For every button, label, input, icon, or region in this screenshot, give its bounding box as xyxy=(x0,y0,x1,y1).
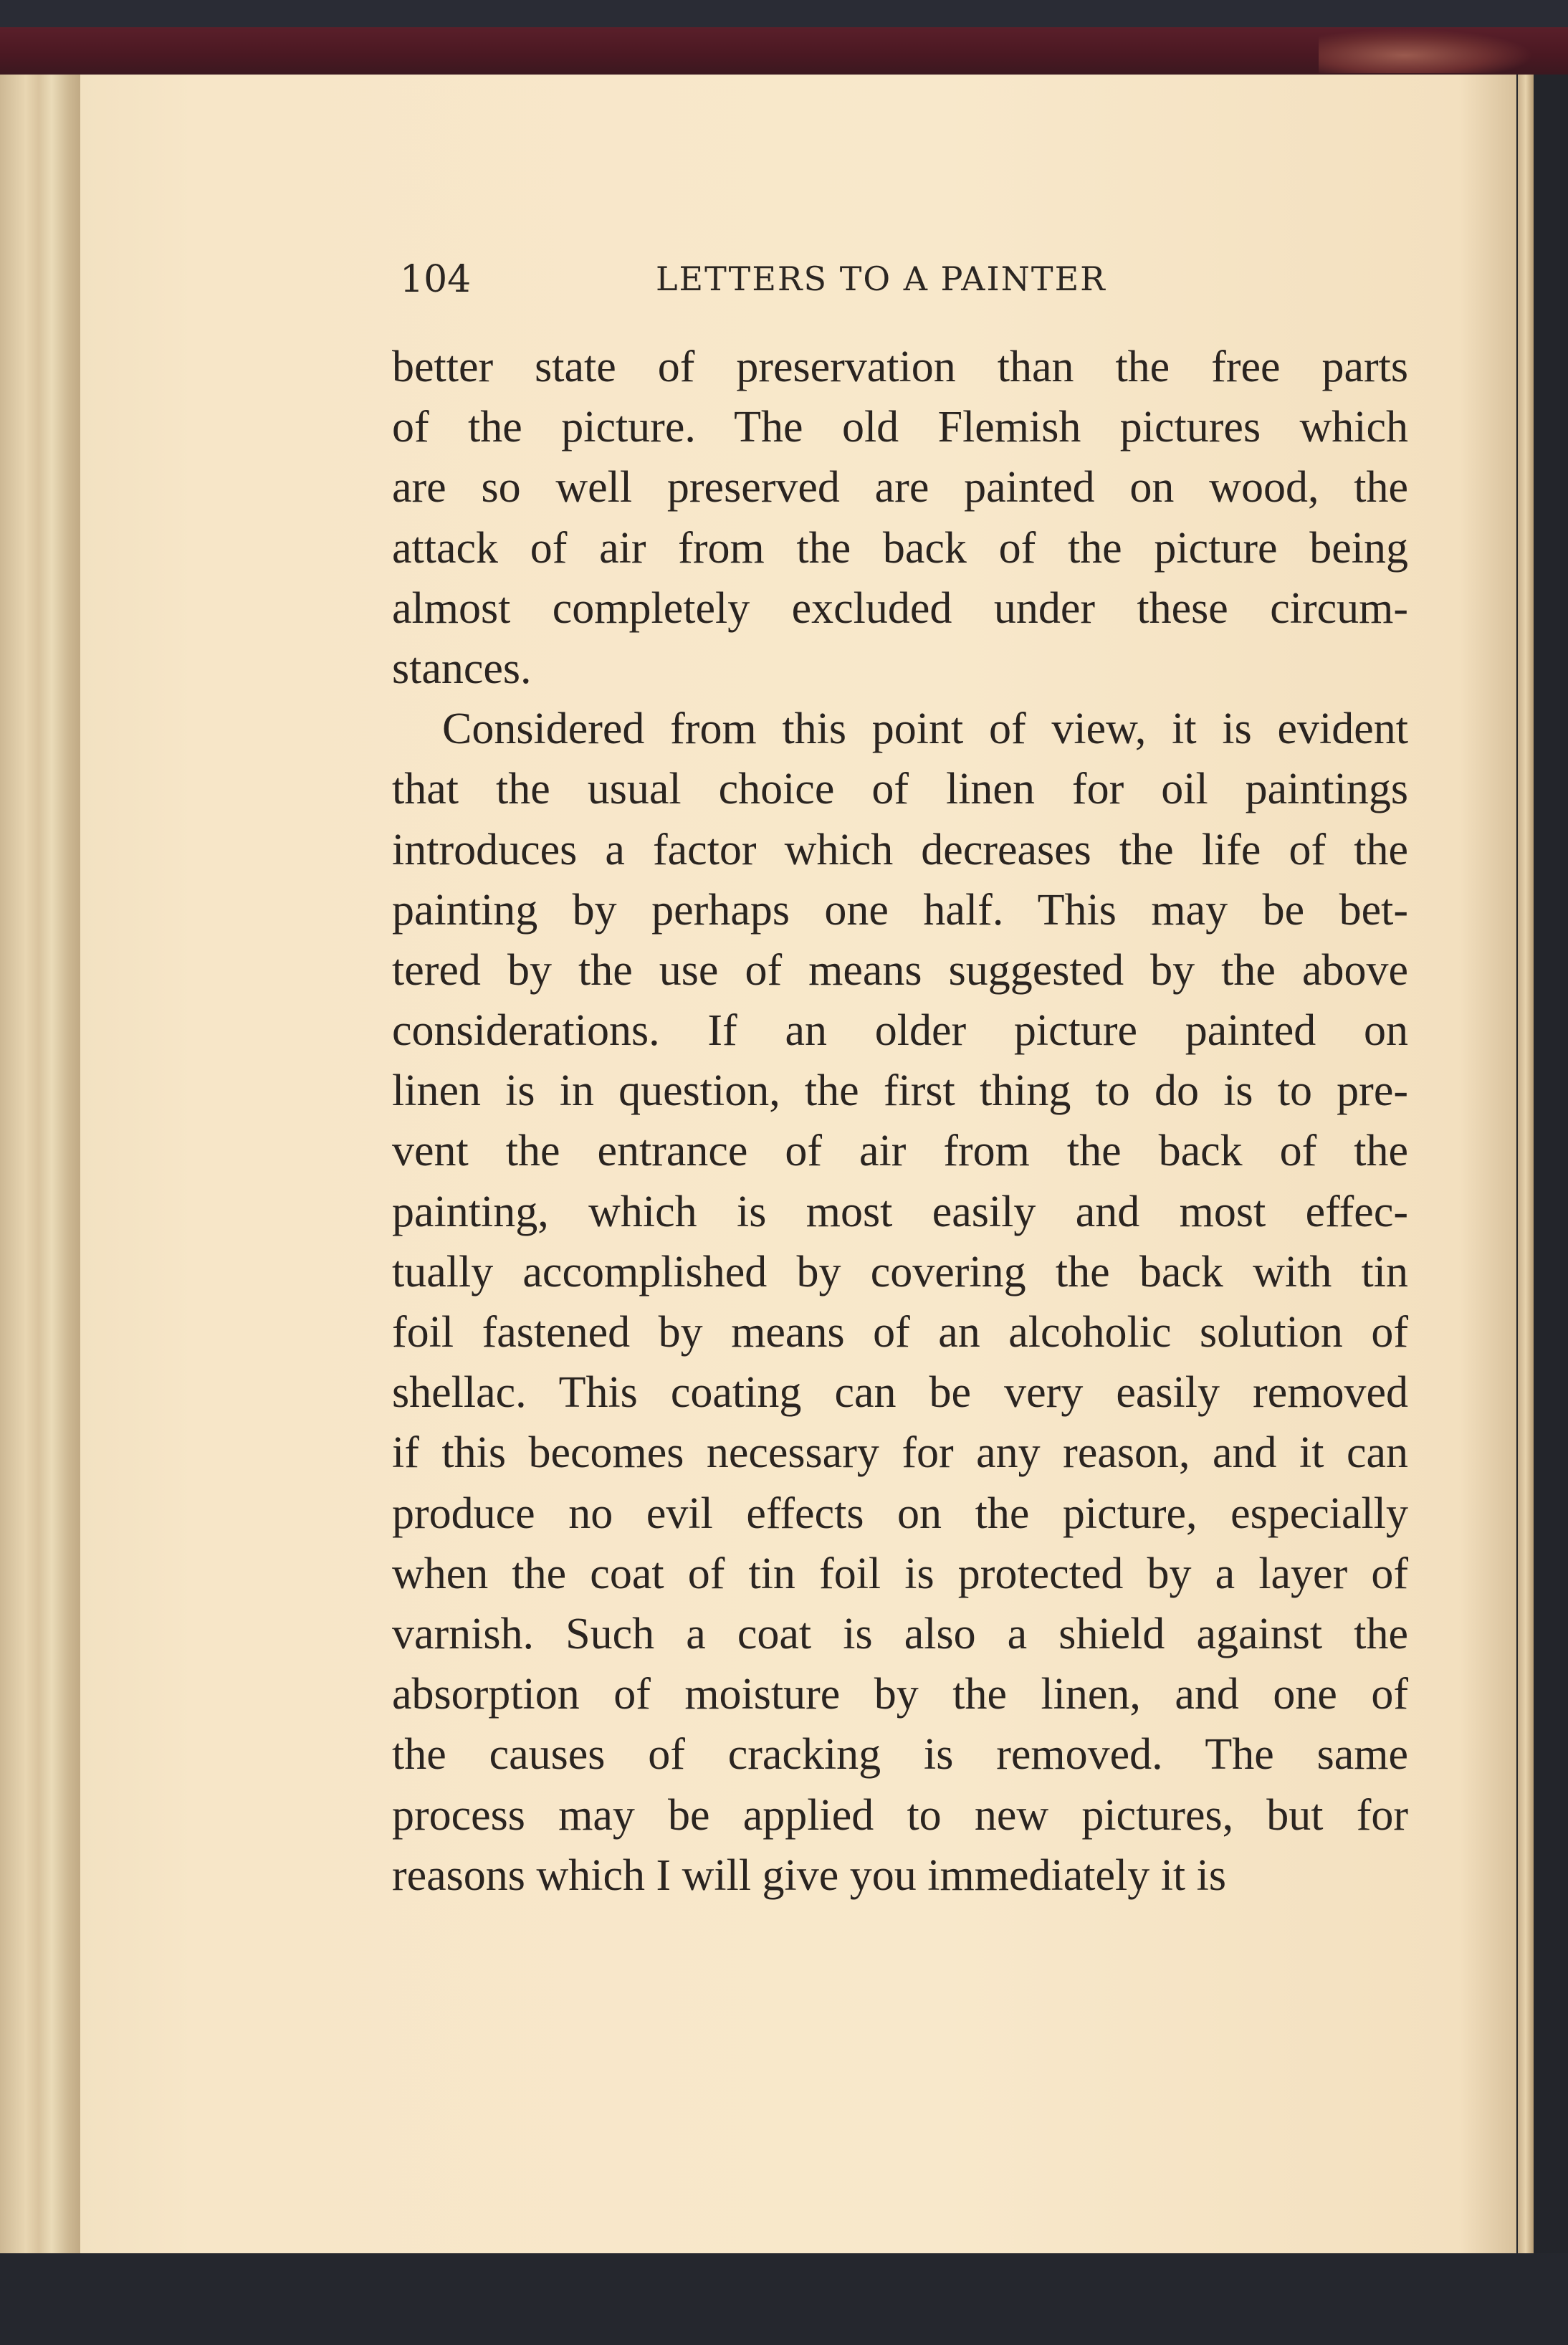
text-line: varnish. Such a coat is also a shield against the xyxy=(392,1609,1408,1658)
text-line: that the usual choice of linen for oil paintings xyxy=(392,765,1408,814)
text-line: shellac. This coating can be very easily removed xyxy=(392,1368,1408,1418)
frayed-binding xyxy=(1319,29,1534,73)
text-line: almost completely excluded under these circum- xyxy=(392,583,1408,633)
page-edges-left xyxy=(0,75,86,2268)
text-line: stances. xyxy=(392,644,532,693)
text-line: painting, which is most easily and most effec- xyxy=(392,1187,1408,1236)
book-cover-cloth xyxy=(0,0,1568,29)
running-head xyxy=(394,258,1412,308)
text-line: reasons which I will give you immediately it is xyxy=(392,1850,1227,1900)
text-line: attack of air from the back of the picture being xyxy=(392,523,1408,573)
text-line: foil fastened by means of an alcoholic solution of xyxy=(392,1308,1408,1357)
text-line: absorption of moisture by the linen, and one of xyxy=(392,1670,1408,1719)
body-text xyxy=(392,337,1408,1906)
text-line: tered by the use of means suggested by the above xyxy=(392,945,1408,995)
background-bottom xyxy=(0,2253,1568,2345)
text-line: when the coat of tin foil is protected by a layer of xyxy=(392,1549,1408,1598)
text-line: tually accomplished by covering the back with tin xyxy=(392,1247,1408,1296)
text-line: vent the entrance of air from the back of the xyxy=(392,1127,1408,1176)
text-line: linen is in question, the first thing to do is to pre- xyxy=(392,1066,1408,1116)
text-line: better state of preservation than the free parts xyxy=(392,343,1408,391)
page-edge-right xyxy=(1518,75,1534,2253)
text-line: of the picture. The old Flemish pictures which xyxy=(392,403,1408,452)
text-line: are so well preserved are painted on wood, the xyxy=(392,463,1408,512)
page-number: 104 xyxy=(400,258,472,301)
text-line: considerations. If an older picture painted on xyxy=(392,1006,1408,1056)
text-line: process may be applied to new pictures, but for xyxy=(392,1790,1408,1840)
text-line: if this becomes necessary for any reason, and it can xyxy=(392,1428,1408,1478)
text-line: introduces a factor which decreases the life of the xyxy=(392,825,1408,874)
text-line: Considered from this point of view, it is evident xyxy=(442,705,1408,754)
text-line: the causes of cracking is removed. The same xyxy=(392,1730,1408,1780)
running-title: LETTERS TO A PAINTER xyxy=(656,259,1106,298)
text-line: painting by perhaps one half. This may be bet- xyxy=(392,885,1408,935)
text-line: produce no evil effects on the picture, especially xyxy=(392,1489,1408,1538)
